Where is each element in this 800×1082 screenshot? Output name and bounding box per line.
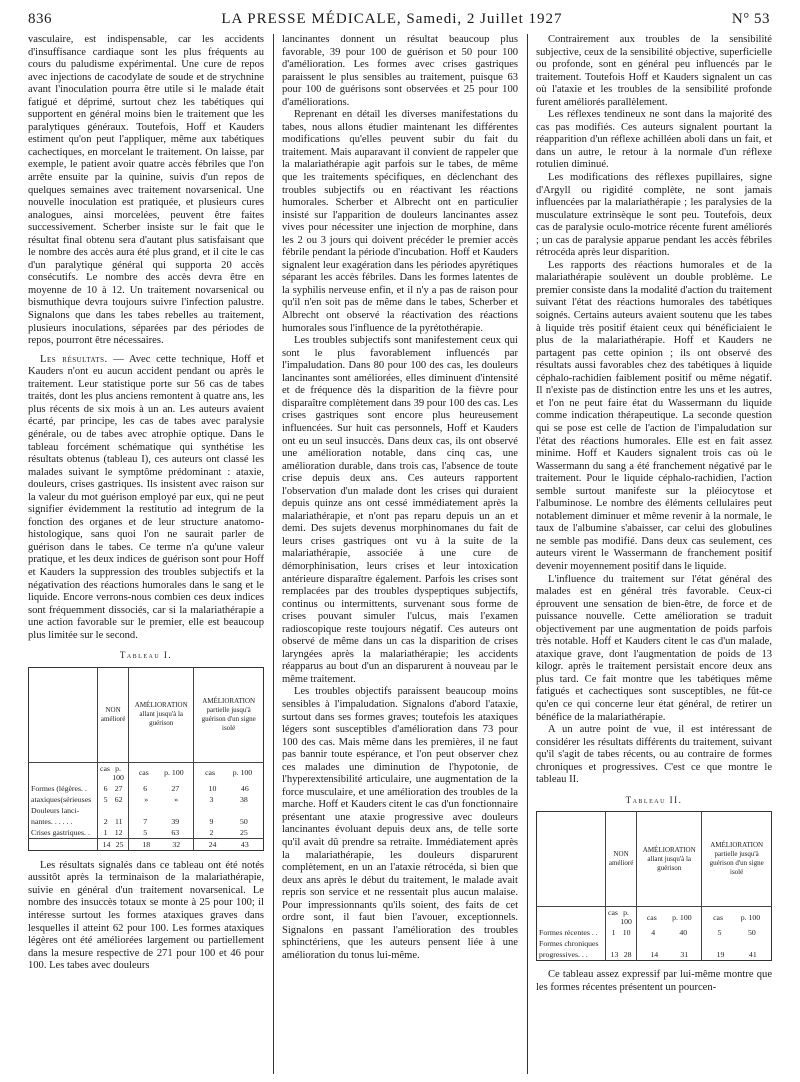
table-cell	[702, 927, 772, 938]
table-row	[29, 783, 264, 794]
unit-cas: cas	[138, 768, 149, 778]
table-header-cell: AMÉLIORATION partielle jusqu'à guérison d'un signe isolé	[194, 667, 264, 762]
table-header-cell: AMÉLIORATION partielle jusqu'à guérison d'un signe isolé	[702, 812, 772, 907]
paragraph: Les réflexes tendineux ne sont dans la majorité des cas pas modifiés. Ces auteurs signalent pourtant la réapparition d'un réflexe achilléen aboli dans un fait, et dans un autre, le retour à la normale d'un réflexe rotulien diminué.	[536, 109, 772, 171]
table-2-caption: Tableau II.	[625, 794, 683, 805]
cell-value: 25	[115, 839, 124, 849]
cell-value: »	[174, 794, 179, 804]
cell-value: 6	[103, 783, 108, 793]
cell-value: 62	[114, 794, 123, 804]
table-cell	[29, 838, 98, 850]
table-unit-row	[29, 762, 264, 783]
table-cell	[702, 949, 772, 961]
table-cell	[537, 907, 606, 928]
cell-value: 41	[748, 950, 757, 960]
table-cell	[129, 783, 194, 794]
cell-value: 38	[239, 794, 248, 804]
paragraph: Les résultats signalés dans ce tableau ont été notés aussitôt après la terminaison de la malariathérapie, suivie en général d'un traitement novarsenical. Le nombre des insuccès totaux se monte à 25 pour 100; il intéresse surtout les formes ataxiques graves dans lesquelles il atteint 62 pour 100. Les formes ataxiques légères ont été améliorées largement ou partiellement dans la mesure respective de 271 pour 100 et 46 pour 100. Les tabes avec douleurs	[28, 859, 264, 972]
table-header-row	[537, 812, 772, 907]
table-row	[29, 816, 264, 827]
table-row	[537, 938, 772, 949]
paragraph: Reprenant en détail les diverses manifestations du tabes, nous allons étudier maintenant les différentes modifications qu'elles peuvent subir du fait du traitement. Mais auparavant il convient de rappeler que la malariathérapie agit parfois sur le tabes, de même que les traitements spécifiques, en déclenchant des troubles subjectifs ou en réactivant les réactions humorales. Scherber et Albrecht ont en particulier insisté sur l'apparition de douleurs lancinantes assez vives pour nécessiter une injection de morphine, dans les 2 ou 3 jours qui doivent précéder le premier accès fébrile pendant la période d'incubation. Hoff et Kauders signalent leur exagération dans les périodes apyrétiques séparant les accès fébriles. Dans les formes latentes de la syphilis nerveuse enfin, et il n'y a pas de raison pour qu'il n'en soit pas de même dans le tabes, Scherber et Albrecht ont observé la réactivation des réactions humorales sous l'influence de la pyrétothérapie.	[282, 109, 518, 334]
cell-value: 5	[143, 827, 148, 837]
table-header-cell	[29, 667, 98, 762]
row-label: Crises gastriques. .	[31, 827, 90, 837]
table-row	[537, 949, 772, 961]
table-cell	[98, 827, 129, 839]
cell-value: 32	[172, 839, 181, 849]
paragraph: L'influence du traitement sur l'état général des malades est en général très favorable. Ceux-ci éprouvent une sensation de bien-être, de force et de puissance nouvelle. Cette amélioration se traduit objectivement par une augmentation de poids parfois très notable. Hoff et Kauders citent le cas d'un malade, ataxique grave, dont l'augmentation de poids de 13 kilogr. après le traitement persistait encore deux ans plus tard. Ce fait montre que les tabétiques même fatigués et cachectiques sont susceptibles, ne fût-ce qu'en ce qui concerne leur état général, de retirer un bénéfice de la malariathérapie.	[536, 573, 772, 723]
cell-value: 1	[611, 928, 616, 938]
table-header-cell: AMÉLIORATION allant jusqu'à la guérison	[129, 667, 194, 762]
table-cell	[98, 838, 129, 850]
table-cell	[194, 762, 264, 783]
cell-value: 50	[239, 816, 248, 826]
table-cell	[194, 783, 264, 794]
unit-percent: p. 100	[112, 763, 124, 782]
row-label: Douleurs lanci-	[31, 805, 80, 815]
unit-cas: cas	[713, 912, 724, 922]
cell-value: 24	[208, 839, 217, 849]
cell-value: 39	[171, 816, 180, 826]
table-cell	[606, 907, 637, 928]
cell-value: 46	[240, 783, 249, 793]
cell-value: 6	[143, 783, 148, 793]
table-cell	[129, 794, 194, 805]
cell-value: 50	[747, 928, 756, 938]
cell-value: 28	[623, 950, 632, 960]
unit-percent: p. 100	[672, 912, 692, 922]
column-divider	[273, 34, 274, 1074]
table-cell	[606, 949, 637, 961]
table-cell	[194, 805, 264, 816]
cell-value: 18	[142, 839, 151, 849]
cell-value: 63	[171, 827, 180, 837]
table-cell	[194, 838, 264, 850]
cell-value: 9	[209, 816, 214, 826]
cell-value: 43	[240, 839, 249, 849]
unit-percent: p. 100	[164, 768, 184, 778]
table-header-cell: AMÉLIORATION allant jusqu'à la guérison	[637, 812, 702, 907]
cell-value: 13	[610, 950, 619, 960]
table-cell	[194, 816, 264, 827]
page-header	[28, 8, 770, 30]
journal-title: LA PRESSE MÉDICALE, Samedi, 2 Juillet 1927	[221, 10, 563, 27]
table-cell	[129, 827, 194, 839]
paragraph: Les modifications des réflexes pupillaires, signe d'Argyll ou rigidité complète, ne sont jamais influencées par la malariathérapie ; les paralysies de la musculature extrinsèque le sont peu. Toutefois, deux cas de paralysie oculo-motrice récente furent améliorés ; un cas de paralysie apparue pendant les accès fébriles rétrocéda après leur disparition.	[536, 172, 772, 259]
cell-value: 2	[103, 816, 108, 826]
table-header-cell: NON amélioré	[98, 667, 129, 762]
table-cell	[606, 927, 637, 938]
unit-cas: cas	[205, 768, 216, 778]
cell-value: 40	[679, 928, 688, 938]
table-cell	[702, 938, 772, 949]
paragraph: Les rapports des réactions humorales et de la malariathérapie soulèvent un double problème. Le premier consiste dans la modalité d'action du traitement suivant l'état des réactions humorales des tabétiques soignés. Certains auteurs avaient soutenu que les tabes à liquide très positif étaient ceux qui bénéficiaient le plus de la malariathérapie. Hoff et Kauders ne partagent pas cette opinion ; ils ont observé des résultats aussi favorables chez des tabétiques à liquide céphalo-rachidien faiblement positif ou même négatif. Il n'existe pas de distinction entre les uns et les autres, et l'on ne peut faire état du Wassermann du liquide comme indication thérapeutique. La seconde question qui se pose est celle de l'action de l'impaludation sur l'état des réactions humorales. Elle est en fait assez minime. Hoff et Kauders signalent trois cas où le Wassermann du sang a été franchement négativé par le traitement. Pour le liquide céphalo-rachidien, l'action semble surtout manifeste sur la pléiocytose et l'albuminose. Le nombre des éléments cellulaires peut notablement diminuer et même revenir à la normale, le taux de l'albumine s'abaisser, car celui des globulines ne semble pas modifié. Dans deux cas seulement, ces auteurs virent le Wassermann de franchement positif devenir moyennement positif dans le liquide.	[536, 259, 772, 572]
cell-value: 5	[103, 794, 108, 804]
row-label: Formes (légères. .	[31, 783, 87, 793]
cell-value: 7	[143, 816, 148, 826]
cell-value: 4	[651, 928, 656, 938]
unit-percent: p. 100	[740, 912, 761, 922]
unit-percent: p. 100	[620, 908, 632, 927]
table-cell	[637, 927, 702, 938]
cell-value: 12	[114, 827, 123, 837]
cell-value: 19	[716, 950, 725, 960]
paragraph-text: — Avec cette technique, Hoff et Kauders n'ont eu aucun accident pendant ou après le traitement. Leur statistique porte sur 56 cas de tabes traités, dont les plus anciens remontent à quatre ans, les plus récents de six mois à un an. Les auteurs avaient écarté, par principe, les cas de tabes avec paralysie générale, ou de tabes avec atrophie optique. Dans le tableau forcément schématique qui synthétise les résultats obtenus (tableau I), ces auteurs ont classé les malades suivant le symptôme prédominant : ataxie, douleurs, crises gastriques. Ils insistent avec raison sur la valeur du mot guérison employé par eux, qui ne peut signifier évidemment la restitutio ad integrum de la fonction des organes et de leur structure anatomo-histologique, sans quoi l'on ne saurait parler de guérison dans le tabes. Ce terme n'a qu'une valeur pratique, et les deux indices de guérison sont pour Hoff et Kauders la suppression des troubles subjectifs et la négativation des réactions humorales dans le sang et le liquide. Encore verrons-nous combien ces deux indices sont fréquemment dissociés, car si la malariathérapie a une action favorable sur le premier, elle est beaucoup plus limitée sur le second.	[28, 353, 264, 641]
paragraph: Les troubles subjectifs sont manifestement ceux qui sont le plus favorablement influencés par l'impaludation. Dans 80 pour 100 des cas, les douleurs lancinantes sont améliorées, elles diminuent d'intensité et de fréquence dès la disparition de la fièvre pour disparaître complètement dans 39 pour 100 des cas. Les crises gastriques sont encore plus heureusement influencées. Sur huit cas personnels, Hoff et Kauders ont eu un seul insuccès. Dans deux cas, ils ont observé une amélioration notable, dans cinq cas, une amélioration durable, dans trois cas, l'absence de toute crise depuis deux ans. Ces auteurs rapportent l'observation d'un malade dont les crises qui duraient depuis quinze ans ont cessé immédiatement après la malariathérapie, et n'ont pas reparu depuis un an et demi. Des sujets devenus morphinomanes du fait de leurs crises gastriques ont vu à la suite de la malariathérapie, associée à une cure de démorphinisation, leurs crises et leur intoxication antérieure disparaître également. Parfois les crises sont remplacées par des troubles dyspeptiques subjectifs, continus ou intermittents, survenant sous forme de crises pouvant simuler l'ulcus, mais l'examen radioscopique reste toujours négatif. Ces auteurs ont observé de même dans un cas la disparition de crises laryngées après la malariathérapie; les accidents réapparus au bout d'un an disparurent à nouveau par le même traitement.	[282, 335, 518, 685]
paragraph: Les troubles objectifs paraissent beaucoup moins sensibles à l'impaludation. Signalons d'abord l'ataxie, surtout dans ses formes graves; toutefois les ataxiques légers sont susceptibles d'amélioration dans 73 pour 100 des cas. Mais même dans les premières, il ne faut pas bannir toute espérance, et l'on peut observer chez ces malades une diminution de l'hypotonie, de l'hyperextensibilité articulaire, une augmentation de la force musculaire, et une amélioration des troubles de la marche. Hoff et Kauders citent le cas d'un fonctionnaire présentant une ataxie progressive avec douleurs lancinantes évoluant depuis deux ans, de telle sorte qu'il avait dû prendre sa retraite. Immédiatement après la malariathérapie, les douleurs disparurent complètement, en un an l'ataxie rétrocéda, si bien que deux ans après le début du traitement, le malade avait repris son service et ne ressentait plus aucun malaise. Pour impressionnants qu'ils soient, des faits de cet ordre sont, il faut bien l'avouer, exceptionnels. Signalons en passant l'amélioration des troubles sphinctériens, que les auteurs pensent liée à une amélioration du tonus lui-même.	[282, 686, 518, 961]
cell-value: 3	[209, 794, 214, 804]
row-label: Formes récentes . .	[539, 928, 598, 938]
table-1-caption: Tableau I.	[119, 650, 173, 661]
table-cell	[129, 838, 194, 850]
cell-value: 27	[171, 783, 180, 793]
column-3	[536, 34, 772, 1074]
paragraph: Contrairement aux troubles de la sensibilité subjective, ceux de la sensibilité objective, superficielle ou profonde, sont en général peu influencés par le traitement. Toutefois Hoff et Kauders signalent un cas où l'ataxie et les troubles de la sensibilité profonde furent améliorés parallèlement.	[536, 34, 772, 108]
cell-value: 1	[103, 827, 108, 837]
table-cell	[129, 762, 194, 783]
cell-value: 5	[717, 928, 722, 938]
table-cell	[98, 816, 129, 827]
table-cell	[98, 762, 129, 783]
unit-percent: p. 100	[232, 768, 253, 778]
row-label: progressives. . .	[539, 950, 588, 960]
table-row	[29, 794, 264, 805]
paragraph: Ce tableau assez expressif par lui-même montre que les formes récentes présentent un pourcen-	[536, 969, 772, 993]
table-cell	[29, 762, 98, 783]
cell-value: 25	[239, 827, 248, 837]
table-cell	[98, 805, 129, 816]
table-row	[537, 927, 772, 938]
table-row	[29, 827, 264, 839]
row-label: Formes chroniques	[539, 939, 599, 949]
table-cell	[606, 938, 637, 949]
cell-value: 14	[650, 950, 659, 960]
table-cell	[98, 783, 129, 794]
cell-value: »	[144, 794, 149, 804]
paragraph: vasculaire, est indispensable, car les accidents d'insuffisance cardiaque sont les plus fréquents au cours du paludisme expérimental. Une cure de repos avec injections de cacodylate de soude et de strychnine avant l'inoculation pourra être utile si le malade était fatigué et déprimé, surtout chez les tabétiques qui supportent en général moins bien le traitement que les paralytiques généraux. Toutefois, Hoff et Kauders estiment qu'on peut l'appliquer, même aux tabétiques cachectiques, en morcelant le traitement. On laisse, par exemple, le patient avoir quatre accès fébriles que l'on arrête ensuite par la quinine, suivis d'un repos de quelques semaines avec traitement novarsenical. Une nouvelle inoculation est pratiquée, et plusieurs cures analogues, ainsi morcelées, peuvent être faites successivement. Scherber insiste sur le fait que le résultat final obtenu sera d'autant plus satisfaisant que le nombre des accès aura été plus grand, et il cite le cas d'un paralytique général qui supporta 20 accès consécutifs. Le nombre des accès devra être en moyenne de 10 à 12. Un traitement novarsenical ou bismuthique devra toujours suivre l'infection palustre. Signalons que dans les tabes rebelles au traitement, plusieurs inoculations, séparées par des périodes de repos, pourront être nécessaires.	[28, 34, 264, 347]
column-divider	[527, 34, 528, 1074]
unit-cas: cas	[608, 908, 618, 918]
unit-cas: cas	[646, 912, 657, 922]
issue-number: N° 53	[731, 10, 770, 27]
cell-value: 11	[114, 816, 123, 826]
table-header-row	[29, 667, 264, 762]
table-header-cell	[537, 812, 606, 907]
page-number: 836	[28, 10, 52, 27]
cell-value: 10	[208, 783, 217, 793]
cell-value: 31	[680, 950, 689, 960]
table-2	[536, 811, 772, 961]
table-cell	[194, 827, 264, 839]
column-1	[28, 34, 264, 1074]
table-cell	[637, 949, 702, 961]
table-row	[29, 805, 264, 816]
table-1	[28, 667, 264, 851]
table-cell	[702, 907, 772, 928]
unit-cas: cas	[100, 763, 110, 773]
table-unit-row	[537, 907, 772, 928]
row-label: ataxiques(sérieuses	[31, 794, 92, 804]
table-cell	[637, 907, 702, 928]
table-total-row	[29, 838, 264, 850]
table-cell	[194, 794, 264, 805]
cell-value: 14	[102, 839, 111, 849]
section-lead: Les résultats.	[40, 353, 108, 365]
article-columns	[28, 34, 770, 1074]
row-label: nantes. . . . . .	[31, 816, 73, 826]
cell-value: 10	[622, 928, 631, 938]
table-cell	[129, 805, 194, 816]
table-cell	[98, 794, 129, 805]
cell-value: 27	[114, 783, 123, 793]
cell-value: 2	[209, 827, 214, 837]
paragraph: A un autre point de vue, il est intéressant de considérer les résultats différents du traitement, suivant qu'il s'agit de tabes récents, ou au contraire de formes chroniques et progressives. C'est ce que montre le tableau II.	[536, 724, 772, 786]
paragraph-results	[28, 354, 264, 643]
paragraph: lancinantes donnent un résultat beaucoup plus favorable, 39 pour 100 de guérison et 50 pour 100 d'amélioration. Les formes avec crises gastriques paraissent le plus sensibles au traitement, puisque 63 pour 100 de guérisons sont observées et 25 pour 100 d'améliorations.	[282, 34, 518, 108]
table-cell	[129, 816, 194, 827]
table-header-cell: NON amélioré	[606, 812, 637, 907]
column-2	[282, 34, 518, 1074]
table-cell	[637, 938, 702, 949]
